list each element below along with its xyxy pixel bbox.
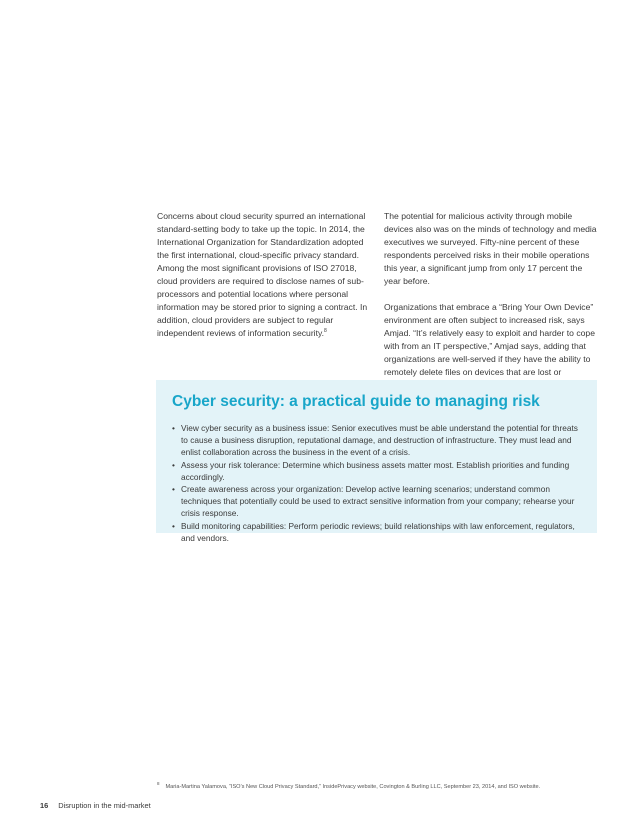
right-paragraph-1: The potential for malicious activity through mobile devices also was on the minds of technology and media executives we surveyed. Fifty-nine percent of these respondents perceived risks in their mobile operations this year, a significant jump from only 17 percent the year before. [384, 211, 597, 286]
footnote-mark: 8 [157, 781, 160, 786]
right-column [384, 210, 600, 405]
left-paragraph-1: Concerns about cloud security spurred an international standard-setting body to take up the topic. In 2014, the International Organization for Standardization adopted the first international, cloud-specific privacy standard. Among the most significant provisions of ISO 27018, cloud providers are required to disclose names of sub-processors and potential locations where personal information may be stored prior to signing a contract. In addition, cloud providers are subject to regular independent reviews of information security.$^8$ [157, 211, 368, 338]
bullet-icon: • [172, 520, 175, 531]
callout-list-item: • View cyber security as a business issue: Senior executives must be able understand the potential for threats to cause a business disruption, reputational damage, and destruction of infrastructure. They must lead and enlist collaboration across the business in the event of a crisis. [172, 423, 578, 458]
callout-list-item: • Build monitoring capabilities: Perform periodic reviews; build relationships with law enforcement, regulators, and vendors. [172, 520, 575, 543]
page-footer [40, 801, 151, 811]
callout-list-item: • Create awareness across your organization: Develop active learning scenarios; understand common techniques that potentially could be used to extract sensitive information from your company; rehearse your crisis response. [172, 484, 575, 519]
right-paragraph-2: Organizations that embrace a “Bring Your Own Device” environment are often subject to increased risk, says Amjad. “It’s relatively easy to exploit and harder to cope with from an IT perspective,” Amjad says, adding that organizations are well-served if they have the ability to remotely delete files on devices that are lost or [384, 302, 595, 377]
bullet-icon: • [172, 459, 175, 470]
callout-list [172, 422, 581, 544]
callout-list-item: • Assess your risk tolerance: Determine which business assets matter most. Establish priorities and funding accordingly. [172, 459, 570, 482]
callout-title: Cyber security: a practical guide to managing risk [172, 393, 540, 410]
footnote-text: Maria-Martina Yalamova, “ISO’s New Cloud Privacy Standard,” InsidePrivacy website, Covington & Burling LLC, September 23, 2014, and ISO website. [165, 783, 541, 790]
left-column [157, 210, 371, 353]
footnote-reference: 8 [324, 328, 327, 335]
running-title: Disruption in the mid-market [58, 801, 151, 810]
bullet-icon: • [172, 484, 175, 495]
page-number: 16 [40, 801, 49, 810]
footnote [157, 780, 597, 791]
bullet-icon: • [172, 423, 175, 433]
cyber-security-callout-box [156, 380, 597, 543]
